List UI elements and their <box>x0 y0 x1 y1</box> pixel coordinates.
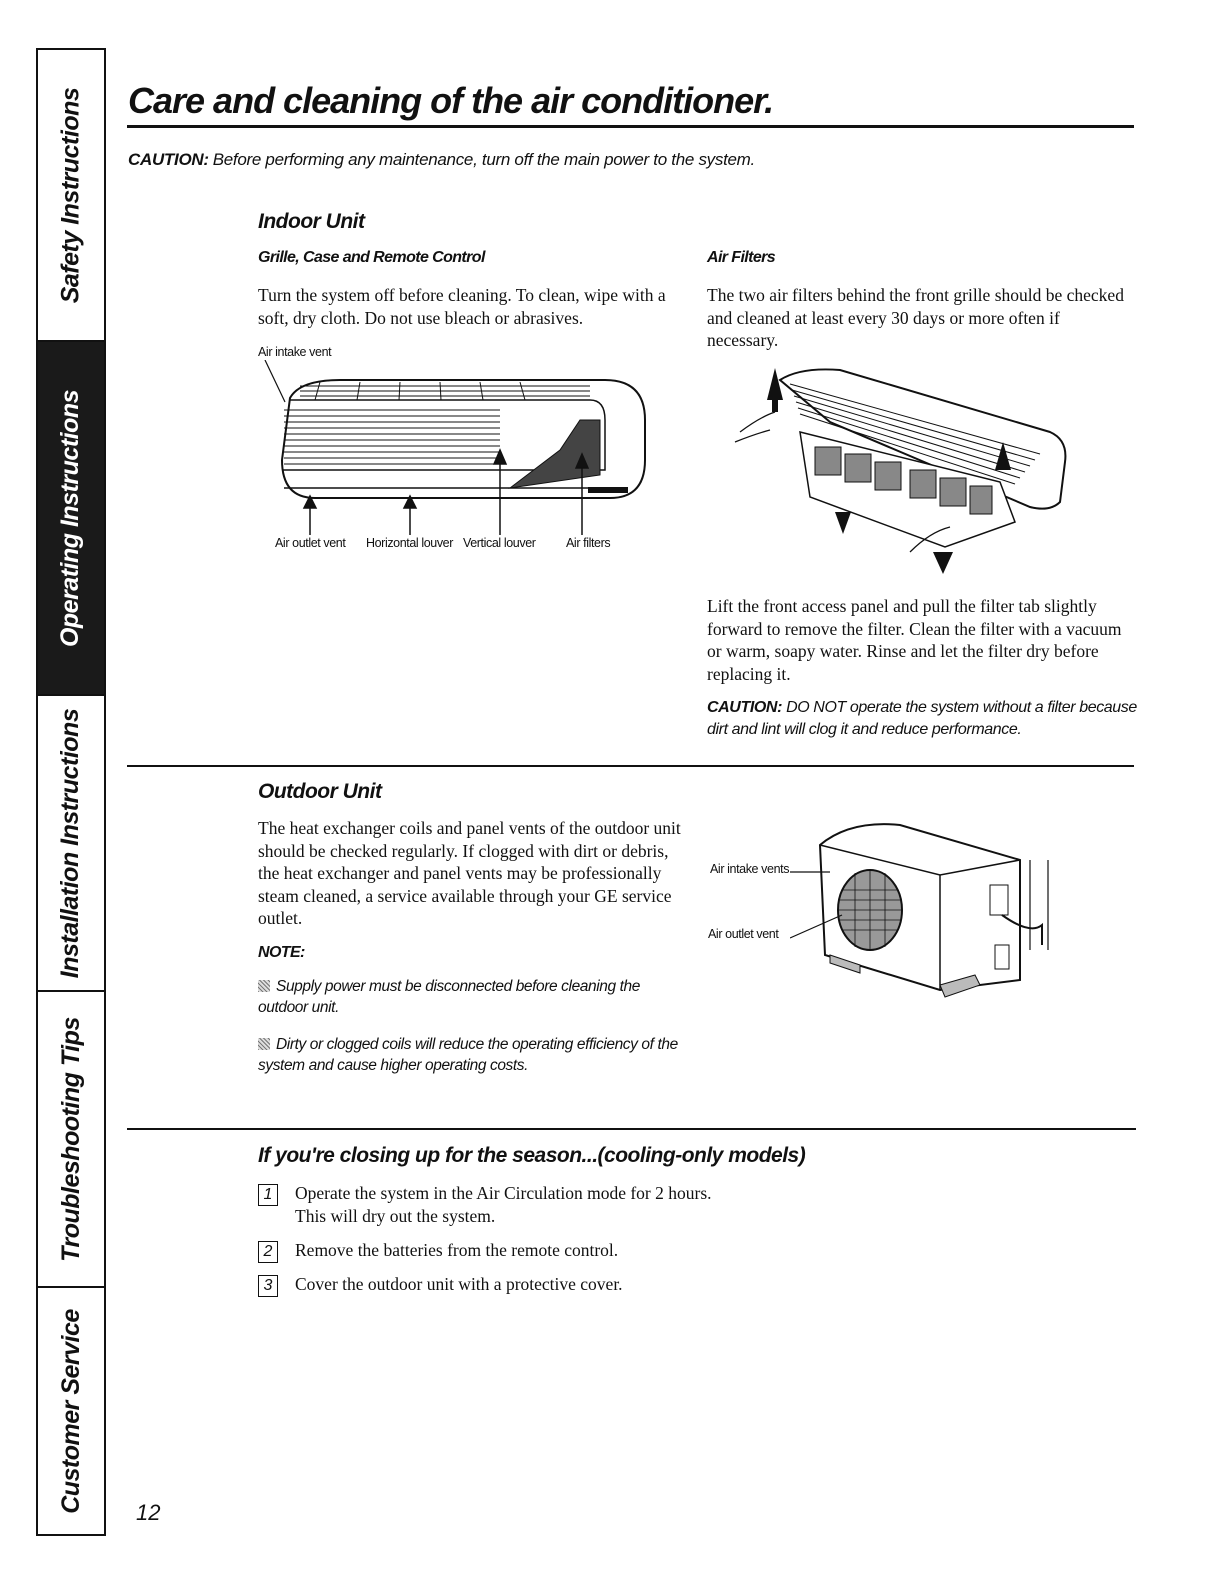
step-number: 1 <box>258 1184 278 1206</box>
air-filters-heading: Air Filters <box>707 249 776 266</box>
tab-label: Installation Instructions <box>56 708 85 978</box>
grille-text: Turn the system off before cleaning. To clean, wipe with a soft, dry cloth. Do not use bleach or abrasives. <box>258 285 666 328</box>
filter-caution <box>707 697 1137 741</box>
note-label: NOTE: <box>258 944 305 961</box>
label-air-outlet-vent-outdoor: Air outlet vent <box>708 927 779 941</box>
note-item <box>258 1034 688 1076</box>
note-text: Dirty or clogged coils will reduce the operating efficiency of the system and cause higher operating costs. <box>258 1036 678 1074</box>
section-divider <box>127 1128 1136 1130</box>
tab-label: Operating Instructions <box>56 389 85 647</box>
label-air-intake-vents: Air intake vents <box>710 862 790 876</box>
tab-customer-service[interactable] <box>38 1288 104 1534</box>
air-filters-text: The two air filters behind the front grille should be checked and cleaned at least every 30 days or more often if necessary. <box>707 285 1124 350</box>
label-air-filters: Air filters <box>566 536 611 550</box>
filter-caution-text: DO NOT operate the system without a filter because dirt and lint will clog it and reduce performance. <box>707 699 1137 738</box>
indoor-unit-diagram <box>260 360 660 535</box>
title-divider <box>127 125 1134 128</box>
step-2 <box>258 1239 715 1262</box>
tab-operating-instructions[interactable] <box>38 342 104 696</box>
grille-heading: Grille, Case and Remote Control <box>258 249 485 266</box>
tab-troubleshooting-tips[interactable] <box>38 992 104 1288</box>
filter-caution-label: CAUTION: <box>707 699 783 716</box>
label-air-outlet-vent: Air outlet vent <box>275 536 346 550</box>
outdoor-unit-heading: Outdoor Unit <box>258 780 382 803</box>
step-text: Operate the system in the Air Circulation mode for 2 hours. This will dry out the system. <box>295 1183 712 1226</box>
filter-instructions: Lift the front access panel and pull the filter tab slightly forward to remove the filter. Clean the filter with a vacuum or warm, soapy water. Rinse and let the filter dry before replacing it. <box>707 596 1122 684</box>
step-number: 3 <box>258 1275 278 1297</box>
page-title: Care and cleaning of the air conditioner. <box>128 80 774 121</box>
filter-removal-diagram <box>730 362 1075 577</box>
outdoor-unit-text: The heat exchanger coils and panel vents of the outdoor unit should be checked regularly. If clogged with dirt or debris, the heat exchanger and panel vents may be professionally steam cleaned, a service available through your GE service outlet. <box>258 818 681 928</box>
outdoor-unit-diagram <box>790 815 1060 1010</box>
main-caution <box>128 150 755 170</box>
label-horizontal-louver: Horizontal louver <box>366 536 453 550</box>
page-number: 12 <box>136 1500 161 1525</box>
step-number: 2 <box>258 1241 278 1263</box>
note-item <box>258 976 688 1018</box>
caution-text: Before performing any maintenance, turn off the main power to the system. <box>212 150 755 169</box>
label-air-intake-vent: Air intake vent <box>258 345 332 359</box>
note-text: Supply power must be disconnected before cleaning the outdoor unit. <box>258 978 640 1016</box>
step-3 <box>258 1273 715 1296</box>
section-divider <box>127 765 1134 767</box>
tab-safety-instructions[interactable] <box>38 50 104 342</box>
tab-label: Customer Service <box>56 1308 85 1514</box>
tab-installation-instructions[interactable] <box>38 696 104 992</box>
step-1 <box>258 1182 715 1227</box>
label-vertical-louver: Vertical louver <box>463 536 536 550</box>
tab-label: Safety Instructions <box>56 87 85 303</box>
step-text: Remove the batteries from the remote control. <box>295 1240 619 1260</box>
bullet-icon <box>258 980 270 992</box>
indoor-unit-heading: Indoor Unit <box>258 210 365 233</box>
sidebar-tabs <box>36 48 106 1536</box>
caution-label: CAUTION: <box>128 150 209 169</box>
bullet-icon <box>258 1038 270 1050</box>
step-text: Cover the outdoor unit with a protective cover. <box>295 1274 623 1294</box>
season-heading: If you're closing up for the season...(cooling-only models) <box>258 1144 806 1167</box>
tab-label: Troubleshooting Tips <box>56 1016 85 1262</box>
